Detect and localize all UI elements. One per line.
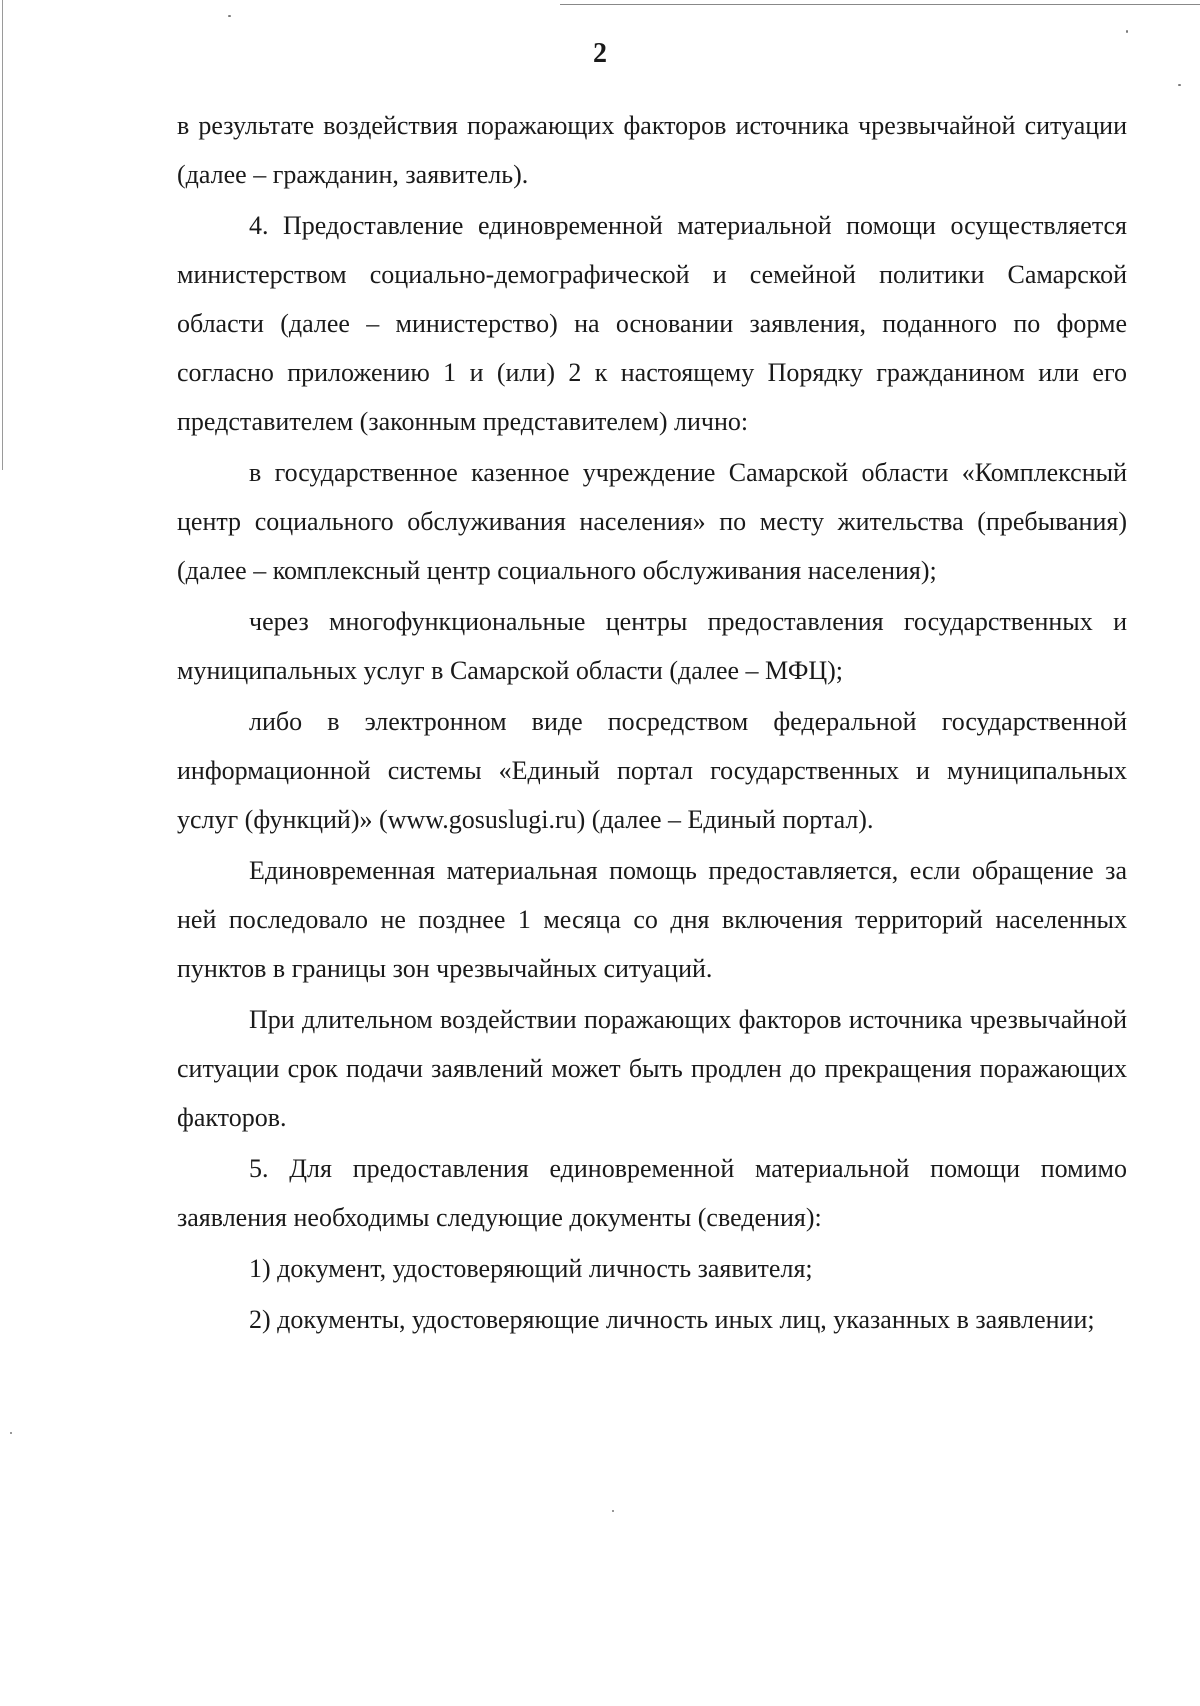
paragraph-deadline: Единовременная материальная помощь предоставляется, если обращение за ней последовало не позднее 1 месяца со дня включения территорий населенных пунктов в границы зон чрезвычайных ситуаций. [177,856,1127,983]
document-body [177,101,1127,1346]
list-item-2: 2) документы, удостоверяющие личность иных лиц, указанных в заявлении; [249,1305,1095,1334]
page-number: 2 [593,38,607,69]
paragraph-option-mfc: через многофункциональные центры предоставления государственных и муниципальных услуг в Самарской области (далее – МФЦ); [177,607,1127,685]
paragraph-item-5: 5. Для предоставления единовременной материальной помощи помимо заявления необходимы следующие документы (сведения): [177,1154,1127,1232]
paragraph-option-portal: либо в электронном виде посредством федеральной государственной информационной системы «Единый портал государственных и муниципальных услуг (функций)» (www.gosuslugi.ru) (далее – Единый портал). [177,707,1127,834]
scan-speck [228,15,231,17]
scan-edge-top [560,4,1200,5]
list-item-1: 1) документ, удостоверяющий личность заявителя; [249,1254,813,1283]
scan-speck [1178,84,1181,86]
paragraph-extension: При длительном воздействии поражающих факторов источника чрезвычайной ситуации срок подачи заявлений может быть продлен до прекращения поражающих факторов. [177,1005,1127,1132]
paragraph-option-kcson: в государственное казенное учреждение Самарской области «Комплексный центр социального обслуживания населения» по месту жительства (пребывания) (далее – комплексный центр социального обслуживания населения); [177,458,1127,585]
scan-speck [1126,30,1128,33]
paragraph-item-4: 4. Предоставление единовременной материальной помощи осуществляется министерством социально-демографической и семейной политики Самарской области (далее – министерство) на основании заявления, поданного по форме согласно приложению 1 и (или) 2 к настоящему Порядку гражданином или его представителем (законным представителем) лично: [177,211,1127,436]
scan-speck [10,1432,12,1434]
paragraph-continuation: в результате воздействия поражающих факторов источника чрезвычайной ситуации (далее – гражданин, заявитель). [177,111,1127,189]
scan-speck [612,1510,614,1512]
